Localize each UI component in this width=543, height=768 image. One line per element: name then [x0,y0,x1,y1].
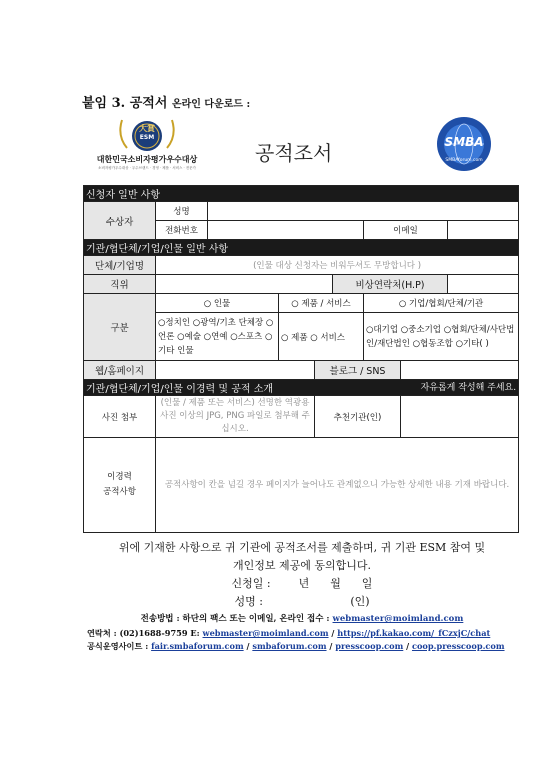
email-label: 이메일 [364,221,448,240]
smba-ring-text: SMBAforum.com [445,158,483,163]
site-link-fair[interactable]: fair.smbaforum.com [151,641,244,651]
smba-text: SMBA [444,135,484,149]
recommender-field[interactable] [401,396,519,438]
email-field[interactable] [448,221,519,240]
name-field[interactable] [208,202,519,221]
application-form [83,185,519,533]
award-name: 대한민국소비자평가우수대상 [96,155,198,164]
recommender-label: 추천기관(인) [315,396,401,438]
signature-name[interactable]: 성명 : (인) [234,595,370,608]
position-label: 직위 [84,275,156,294]
product-type-options[interactable]: ○ 제품 ○ 서비스 [279,313,364,361]
badge-top-text: 大賞 [139,124,155,133]
site-link-coop[interactable]: coop.presscoop.com [411,641,505,651]
recipient-label: 수상자 [84,202,156,240]
application-date[interactable]: 신청일 : 년 월 일 [231,577,373,590]
section2-header-row [84,240,519,256]
blog-sns-field[interactable] [401,361,519,380]
send-email-link[interactable]: webmaster@moimland.com [332,614,464,624]
document-title: 공적조서 [255,141,333,165]
section1-heading: 신청자 일반 사항 [84,186,519,202]
official-sites-line: 공식운영사이트 : fair.smbaforum.com / smbaforum.com / presscoop.com / coop.presscoop.com [87,641,505,651]
photo-attach-field[interactable]: (인물 / 제품 또는 서비스) 선명한 역광용 사진 이상의 JPG, PNG 파일로 첨부해 주십시오. [156,396,315,438]
category-label: 구분 [84,294,156,361]
attachment-title: 붙임 3. 공적서 온라인 다운로드 : [82,96,251,111]
position-field[interactable] [156,275,333,294]
site-link-presscoop[interactable]: presscoop.com [335,641,404,651]
site-link-smbaforum[interactable]: smbaforum.com [252,641,327,651]
category-product-radio[interactable]: ○ 제품 / 서비스 [279,294,364,313]
phone-field[interactable] [208,221,364,240]
consent-line-1: 위에 기재한 사항으로 귀 기관에 공적조서를 제출하며, 귀 기관 ESM 참여 및 [118,541,486,554]
website-field[interactable] [156,361,315,380]
career-label: 이경력 공적사항 [84,438,156,533]
send-method: 전송방법 : 하단의 팩스 또는 이메일, 온라인 접수 : webmaster@moimland.com [140,614,464,624]
career-field[interactable]: 공적사항이 칸을 넘길 경우 페이지가 늘어나도 관계없으니 가능한 상세한 내용 기재 바랍니다. [156,438,519,533]
name-label: 성명 [156,202,208,221]
kakao-chat-link[interactable]: https://pf.kakao.com/_fCzxjC/chat [337,628,491,638]
org-field[interactable]: (인물 대상 신청자는 비워두셔도 무방합니다 ) [156,256,519,275]
category-org-radio[interactable]: ○ 기업/협회/단체/기관 [364,294,519,313]
section3-heading: 기관/협단체/기업/인물 이경력 및 공적 소개 [86,384,274,395]
blog-sns-label: 블로그 / SNS [315,361,401,380]
consent-line-2: 개인정보 제공에 동의합니다. [232,559,371,572]
badge-mid-text: ESM [139,134,155,141]
section2-heading: 기관/협단체/기업/인물 일반 사항 [84,240,519,256]
award-tagline: 소비자평가우수대상 · 우수브랜드 · 경영 · 제품 · 서비스 · 전문가 [98,166,196,170]
website-label: 웹/홈페이지 [84,361,156,380]
emergency-contact-label: 비상연락처(H.P) [333,275,448,294]
contact-email-link[interactable]: webmaster@moimland.com [202,628,329,638]
download-label[interactable]: 온라인 다운로드 : [171,99,251,110]
section3-note: 자유롭게 작성해 주세요. [420,383,517,393]
section3-header-row [84,380,519,396]
photo-label: 사진 첨부 [84,396,156,438]
emergency-contact-field[interactable] [448,275,519,294]
section1-header-row [84,186,519,202]
person-type-options[interactable]: ○정치인 ○광역/기초 단체장 ○언론 ○예술 ○연예 ○스포츠 ○기타 인물 [156,313,279,361]
esm-award-logo [92,118,202,176]
phone-label: 전화번호 [156,221,208,240]
org-type-options[interactable]: ○대기업 ○중소기업 ○협회/단체/사단법인/재단법인 ○협동조합 ○기타( ) [364,313,519,361]
contact-line: 연락처 : (02)1688-9759 E: webmaster@moimland.com / https://pf.kakao.com/_fCzxjC/chat [87,628,491,638]
org-label: 단체/기업명 [84,256,156,275]
smba-logo [436,116,492,172]
category-person-radio[interactable]: ○ 인물 [156,294,279,313]
